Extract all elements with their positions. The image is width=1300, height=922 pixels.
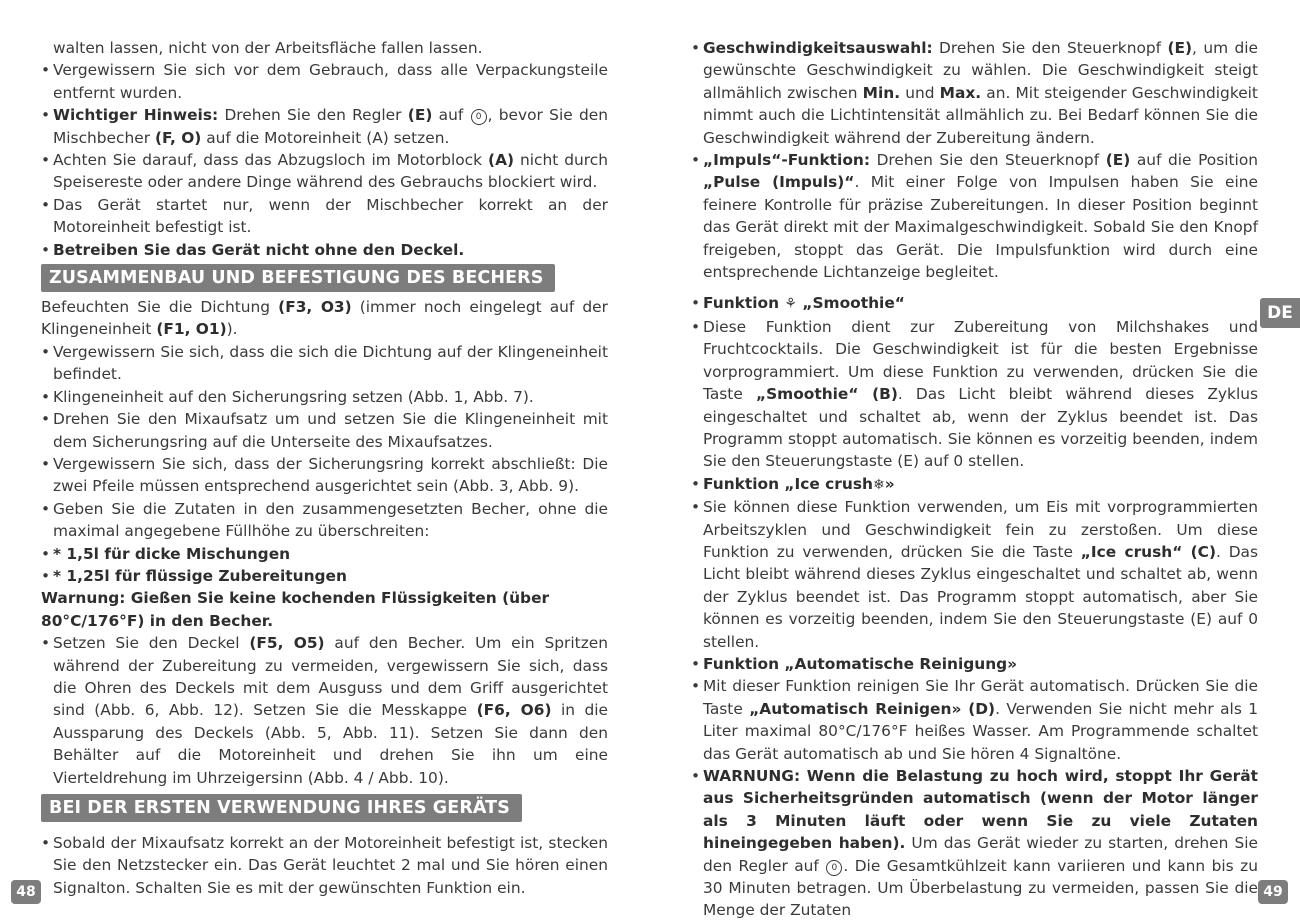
bullet-blade-ring: • Klingeneinheit auf den Sicherungsring setzen (Abb. 1, Abb. 7).	[41, 386, 608, 408]
bullet-turn-jar: • Drehen Sie den Mixaufsatz um und setzen Sie die Klingeneinheit mit dem Sicherungsring auf die Unterseite des Mixaufsatzes.	[41, 408, 608, 453]
zero-position-icon: 0	[471, 109, 487, 125]
bullet-pulse-function: • „Impuls“-Funktion: Drehen Sie den Steuerknopf (E) auf die Position „Pulse (Impuls)“. Mit einer Folge von Impulsen haben Sie eine feinere Kontrolle für präzise Zubereitungen. In dieser Position beginnt das Gerät direkt mit der Maximalgeschwindigkeit. Sobald Sie den Knopf freigeben, stoppt das Gerät. Die Impulsfunktion wird durch eine entsprechende Lichtanzeige begleitet.	[691, 149, 1258, 283]
bullet-vent-hole: • Achten Sie darauf, dass das Abzugsloch im Motorblock (A) nicht durch Speisereste oder andere Dinge während des Gebrauchs blockiert wird.	[41, 149, 608, 194]
section-heading-first-use: BEI DER ERSTEN VERWENDUNG IHRES GERÄTS	[41, 794, 522, 822]
zero-position-icon: 0	[826, 860, 842, 876]
bullet-smoothie-heading: • Funktion ⚘ „Smoothie“	[691, 292, 1258, 315]
bullet-speed-selection: • Geschwindigkeitsauswahl: Drehen Sie den Steuerknopf (E), um die gewünschte Geschwindigkeit zu wählen. Die Geschwindigkeit steigt allmählich zwischen Min. und Max. an. Mit steigender Geschwindigkeit nimmt auch die Lichtintensität allmählich zu. Bei Bedarf können Sie die Geschwindigkeit während der Zubereitung ändern.	[691, 37, 1258, 149]
bullet-auto-clean-heading: • Funktion „Automatische Reinigung»	[691, 653, 1258, 675]
bullet-lid-warning: • Betreiben Sie das Gerät nicht ohne den Deckel.	[41, 239, 608, 261]
bullet-overload-warning: • WARNUNG: Wenn die Belastung zu hoch wird, stoppt Ihr Gerät aus Sicherheitsgründen automatisch (wenn der Motor länger als 3 Minuten läuft oder wenn Sie zu viele Zutaten hineingegeben haben). Um das Gerät wieder zu starten, drehen Sie den Regler auf 0 . Die Gesamtkühlzeit kann variieren und kann bis zu 30 Minuten betragen. Um Überbelastung zu vermeiden, passen Sie die Menge der Zutaten	[691, 765, 1258, 922]
page-number-left: 48	[11, 880, 41, 904]
bullet-liquid-mix: • * 1,25l für flüssige Zubereitungen	[41, 565, 608, 587]
section-heading-assembly: ZUSAMMENBAU UND BEFESTIGUNG DES BECHERS	[41, 264, 555, 292]
continuation-text: walten lassen, nicht von der Arbeitsfläche fallen lassen.	[53, 39, 483, 57]
bullet-first-use: • Sobald der Mixaufsatz korrekt an der Motoreinheit befestigt ist, stecken Sie den Netzstecker ein. Das Gerät leuchtet 2 mal und Sie hören einen Signalton. Schalten Sie es mit der gewünschten Funktion ein.	[41, 832, 608, 899]
bullet-thick-mix: • * 1,5l für dicke Mischungen	[41, 543, 608, 565]
warning-boiling-liquids: Warnung: Gießen Sie keine kochenden Flüssigkeiten (über 80°C/176°F) in den Becher.	[41, 589, 550, 630]
bullet-device-start: • Das Gerät startet nur, wenn der Mischbecher korrekt an der Motoreinheit befestigt ist.	[41, 194, 608, 239]
bullet-important-note: • Wichtiger Hinweis: Drehen Sie den Regler (E) auf 0 , bevor Sie den Mischbecher (F, O) auf die Motoreinheit (A) setzen.	[41, 104, 608, 149]
bullet-lid-placement: • Setzen Sie den Deckel (F5, O5) auf den Becher. Um ein Spritzen während der Zubereitung zu vermeiden, vergewissern Sie sich, dass die Ohren des Deckels mit dem Ausguss und dem Griff ausgerichtet sind (Abb. 6, Abb. 12). Setzen Sie die Messkappe (F6, O6) in die Aussparung des Deckels (Abb. 5, Abb. 11). Setzen Sie dann den Behälter auf die Motoreinheit und drehen Sie ihn um eine Vierteldrehung im Uhrzeigersinn (Abb. 4 / Abb. 10).	[41, 632, 608, 789]
ice-crush-icon: ❄	[872, 476, 885, 493]
bullet-ice-crush-text: • Sie können diese Funktion verwenden, um Eis mit vorprogrammierten Arbeitszyklen und Geschwindigkeit fein zu zerstoßen. Um diese Funktion zu verwenden, drücken Sie die Taste „Ice crush“ (C). Das Licht bleibt während dieses Zyklus eingeschaltet und schaltet ab, wenn der Zyklus beendet ist. Das Programm stoppt automatisch, aber Sie können es vorzeitig beenden, indem Sie den Steuerungstaste (E) auf 0 stellen.	[691, 496, 1258, 653]
smoothie-icon: ⚘	[784, 296, 797, 313]
bullet-ring-lock: • Vergewissern Sie sich, dass der Sicherungsring korrekt abschließt: Die zwei Pfeile müssen entsprechend ausgerichtet sein (Abb. 3, Abb. 9).	[41, 453, 608, 498]
bullet-packaging: • Vergewissern Sie sich vor dem Gebrauch, dass alle Verpackungsteile entfernt wurden.	[41, 59, 608, 104]
language-tab: DE	[1260, 298, 1300, 328]
bullet-ice-crush-heading: • Funktion „Ice crush❄»	[691, 473, 1258, 496]
bullet-smoothie-text: • Diese Funktion dient zur Zubereitung von Milchshakes und Fruchtcocktails. Die Geschwindigkeit ist für die besten Ergebnisse vorprogrammiert. Um diese Funktion zu verwenden, drücken Sie die Taste „Smoothie“ (B). Das Licht bleibt während dieses Zyklus eingeschaltet und schaltet ab, wenn der Zyklus beendet ist. Das Programm stoppt automatisch. Sie können es vorzeitig beenden, indem Sie den Steuerungstaste (E) auf 0 stellen.	[691, 316, 1258, 473]
page-number-right: 49	[1258, 880, 1288, 904]
bullet-ingredients: • Geben Sie die Zutaten in den zusammengesetzten Becher, ohne die maximal angegebene Füllhöhe zu überschreiten:	[41, 498, 608, 543]
right-page-column	[691, 37, 1258, 922]
bullet-seal-check: • Vergewissern Sie sich, dass die sich die Dichtung auf der Klingeneinheit befindet.	[41, 341, 608, 386]
paragraph-seal: Befeuchten Sie die Dichtung (F3, O3) (immer noch eingelegt auf der Klingeneinheit (F1, O1)).	[41, 298, 608, 339]
left-page-column	[41, 37, 608, 899]
bullet-auto-clean-text: • Mit dieser Funktion reinigen Sie Ihr Gerät automatisch. Drücken Sie die Taste „Automatisch Reinigen» (D). Verwenden Sie nicht mehr als 1 Liter maximal 80°C/176°F heißes Wasser. Am Programmende schaltet das Gerät automatisch ab und Sie hören 4 Signaltöne.	[691, 675, 1258, 765]
